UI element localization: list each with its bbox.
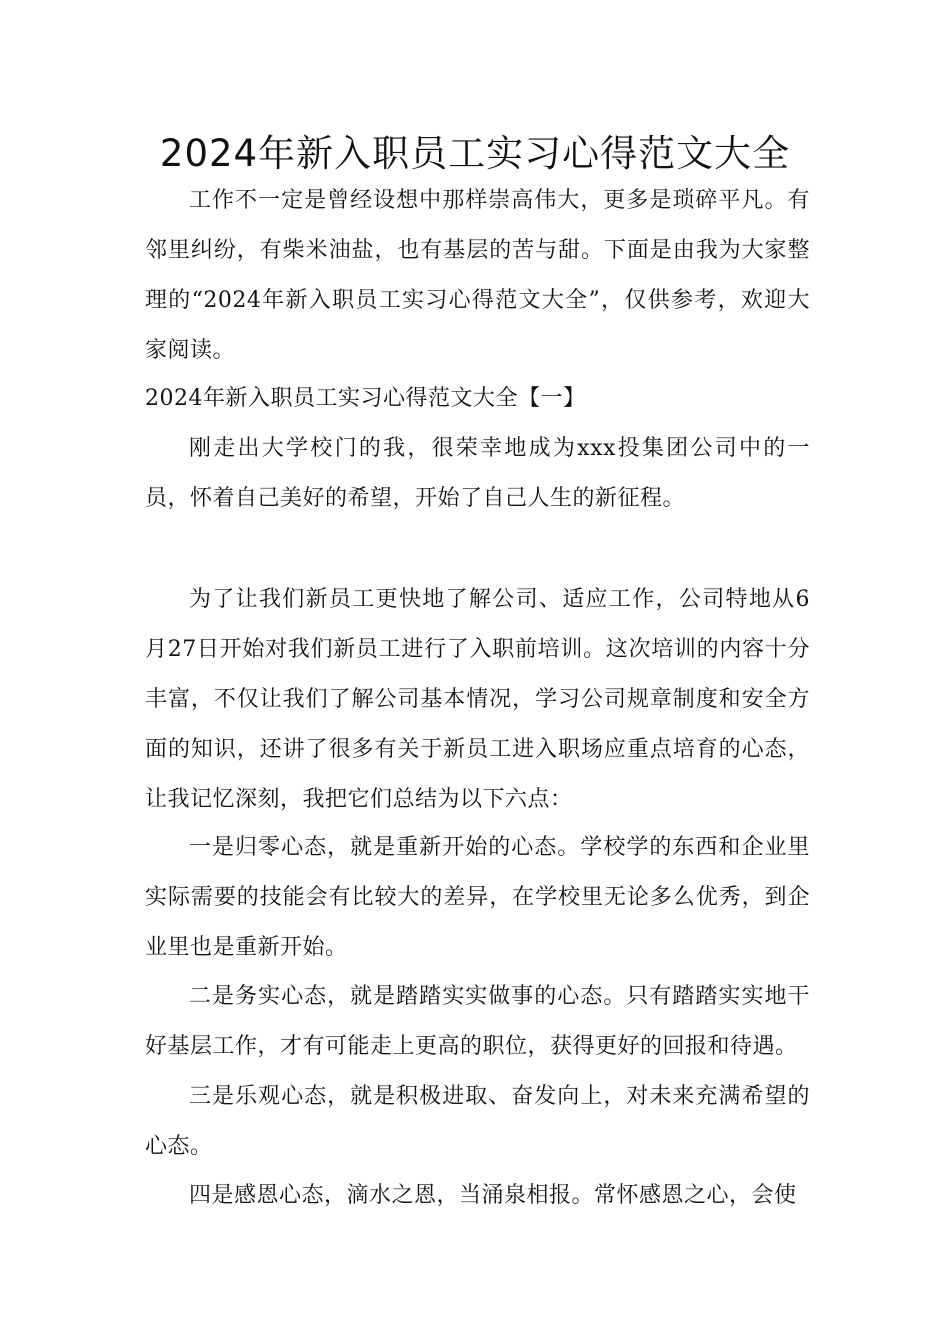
paragraph-5: 三是乐观心态，就是积极进取、奋发向上，对未来充满希望的心态。 <box>145 1084 810 1159</box>
paragraph-1: 刚走出大学校门的我，很荣幸地成为xxx投集团公司中的一员，怀着自己美好的希望，开始了自己人生的新征程。 <box>145 436 810 511</box>
paragraph-2: 为了让我们新员工更快地了解公司、适应工作，公司特地从6月27日开始对我们新员工进行了入职前培训。这次培训的内容十分丰富，不仅让我们了解公司基本情况，学习公司规章制度和安全方面的知识，还讲了很多有关于新员工进入职场应重点培育的心态，让我记忆深刻，我把它们总结为以下六点： <box>145 587 810 812</box>
intro-paragraph: 工作不一定是曾经设想中那样崇高伟大，更多是琐碎平凡。有邻里纠纷，有柴米油盐，也有基层的苦与甜。下面是由我为大家整理的“2024年新入职员工实习心得范文大全”，仅供参考，欢迎大家阅读。 <box>145 188 810 363</box>
paragraph-3: 一是归零心态，就是重新开始的心态。学校学的东西和企业里实际需要的技能会有比较大的差异，在学校里无论多么优秀，到企业里也是重新开始。 <box>145 835 810 960</box>
section-heading: 2024年新入职员工实习心得范文大全【一】 <box>145 386 586 411</box>
document-title: 2024年新入职员工实习心得范文大全 <box>159 132 791 175</box>
paragraph-6: 四是感恩心态，滴水之恩，当涌泉相报。常怀感恩之心，会使 <box>189 1183 797 1208</box>
paragraph-4: 二是务实心态，就是踏踏实实做事的心态。只有踏踏实实地干好基层工作，才有可能走上更高的职位，获得更好的回报和待遇。 <box>145 984 810 1059</box>
